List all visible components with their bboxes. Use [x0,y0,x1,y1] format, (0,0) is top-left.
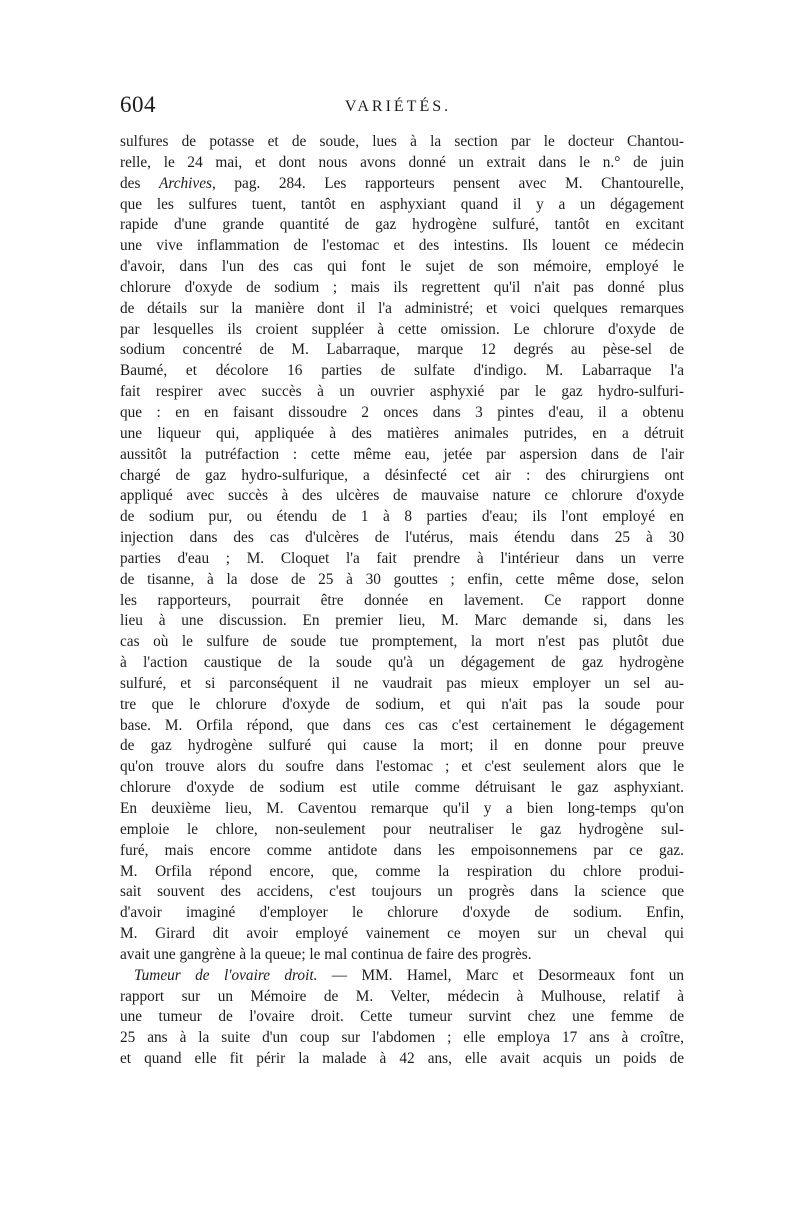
text-line: chlorure d'oxyde de sodium ; mais ils regrettent qu'il n'ait pas donné plus [120,278,684,296]
text-line: rapide d'une grande quantité de gaz hydrogène sulfuré, tantôt en excitant [120,216,684,234]
text-line: de sodium pur, ou étendu de 1 à 8 parties d'eau; ils l'ont employé en [120,508,684,526]
text-line: base. M. Orfila répond, que dans ces cas c'est certainement le dégagement [120,716,684,734]
text-line: Baumé, et décolore 16 parties de sulfate d'indigo. M. Labarraque l'a [120,362,684,380]
text-line: une vive inflammation de l'estomac et des intestins. Ils louent ce médecin [120,237,684,255]
text-line: chargé de gaz hydro-sulfurique, a désinfecté cet air : des chirurgiens ont [120,466,684,484]
text-line: les rapporteurs, pourrait être donnée en lavement. Ce rapport donne [120,591,684,609]
text-line: lieu à une discussion. En premier lieu, M. Marc demande si, dans les [120,612,684,630]
text-line: une tumeur de l'ovaire droit. Cette tumeur survint chez une femme de [120,1008,684,1026]
text-line: de détails sur la manière dont il l'a administré; et voici quelques remarques [120,299,684,317]
text-line: emploie le chlore, non-seulement pour neutraliser le gaz hydrogène sul- [120,820,684,838]
text-line: sulfuré, et si parconséquent il ne vaudrait pas mieux employer un sel au- [120,674,684,692]
text-line: injection dans des cas d'ulcères de l'utérus, mais étendu dans 25 à 30 [120,529,684,547]
text-line: appliqué avec succès à des ulcères de mauvaise nature ce chlorure d'oxyde [120,487,684,505]
text-line: aussitôt la putréfaction : cette même eau, jetée par aspersion dans de l'air [120,445,684,463]
page-number: 604 [120,92,156,117]
text-line: M. Girard dit avoir employé vainement ce moyen sur un cheval qui [120,925,684,943]
text-line: à l'action caustique de la soude qu'à un dégagement de gaz hydrogène [120,654,684,672]
text-line: 25 ans à la suite d'un coup sur l'abdomen ; elle employa 17 ans à croître, [120,1029,684,1047]
text-line: cas où le sulfure de soude tue promptement, la mort n'est pas plutôt due [120,633,684,651]
text-line: avait une gangrène à la queue; le mal continua de faire des progrès. [120,945,532,963]
text-line: sulfures de potasse et de soude, lues à la section par le docteur Chantou- [120,133,684,150]
running-title: VARIÉTÉS. [344,98,452,115]
book-page [112,92,685,1068]
text-line: et quand elle fit périr la malade à 42 ans, elle avait acquis un poids de [120,1050,684,1068]
text-line: des Archives, pag. 284. Les rapporteurs pensent avec M. Chantourelle, [120,174,684,192]
text-line: de tisanne, à la dose de 25 à 30 gouttes ; enfin, cette même dose, selon [120,570,684,588]
text-line: par lesquelles ils croient suppléer à cette omission. Le chlorure d'oxyde de [120,320,684,338]
text-line: que les sulfures tuent, tantôt en asphyxiant quand il y a un dégagement [120,195,684,213]
text-line: fait respirer avec succès à un ouvrier asphyxié par le gaz hydro-sulfuri- [120,383,684,401]
page-header [112,92,684,132]
text-line: furé, mais encore comme antidote dans les empoisonnemens par ce gaz. [120,841,684,859]
text-line: qu'on trouve alors du soufre dans l'estomac ; et c'est seulement alors que le [120,758,684,776]
text-line: que : en en faisant dissoudre 2 onces dans 3 pintes d'eau, il a obtenu [120,403,684,421]
text-line: sait souvent des accidens, c'est toujours un progrès dans la science que [120,883,684,901]
text-line: relle, le 24 mai, et dont nous avons donné un extrait dans le n.° de juin [120,153,684,171]
text-line: chlorure d'oxyde de sodium est utile comme détruisant le gaz asphyxiant. [120,779,684,797]
text-line: tre que le chlorure d'oxyde de sodium, et qui n'ait pas la soude pour [120,695,684,713]
text-line: En deuxième lieu, M. Caventou remarque qu'il y a bien long-temps qu'on [120,800,684,817]
text-line: d'avoir imaginé d'employer le chlorure d'oxyde de sodium. Enfin, [120,904,684,922]
italic-text: Archives [159,174,212,192]
text-line: M. Orfila répond encore, que, comme la respiration du chlore produi- [120,862,684,880]
text-line: d'avoir, dans l'un des cas qui font le sujet de son mémoire, employé le [120,258,684,276]
italic-text: Tumeur de l'ovaire droit. [134,966,318,984]
text-line: parties d'eau ; M. Cloquet l'a fait prendre à l'intérieur dans un verre [120,549,684,567]
text-line: rapport sur un Mémoire de M. Velter, médecin à Mulhouse, relatif à [120,987,684,1005]
section-heading-line: Tumeur de l'ovaire droit. — MM. Hamel, Marc et Desormeaux font un [134,966,685,984]
body-text [120,132,684,1070]
text-line: sodium concentré de M. Labarraque, marque 12 degrés au pèse-sel de [120,341,684,359]
text-line: une liqueur qui, appliquée à des matières animales putrides, en a détruit [120,424,684,442]
text-line: de gaz hydrogène sulfuré qui cause la mort; il en donne pour preuve [120,737,684,755]
